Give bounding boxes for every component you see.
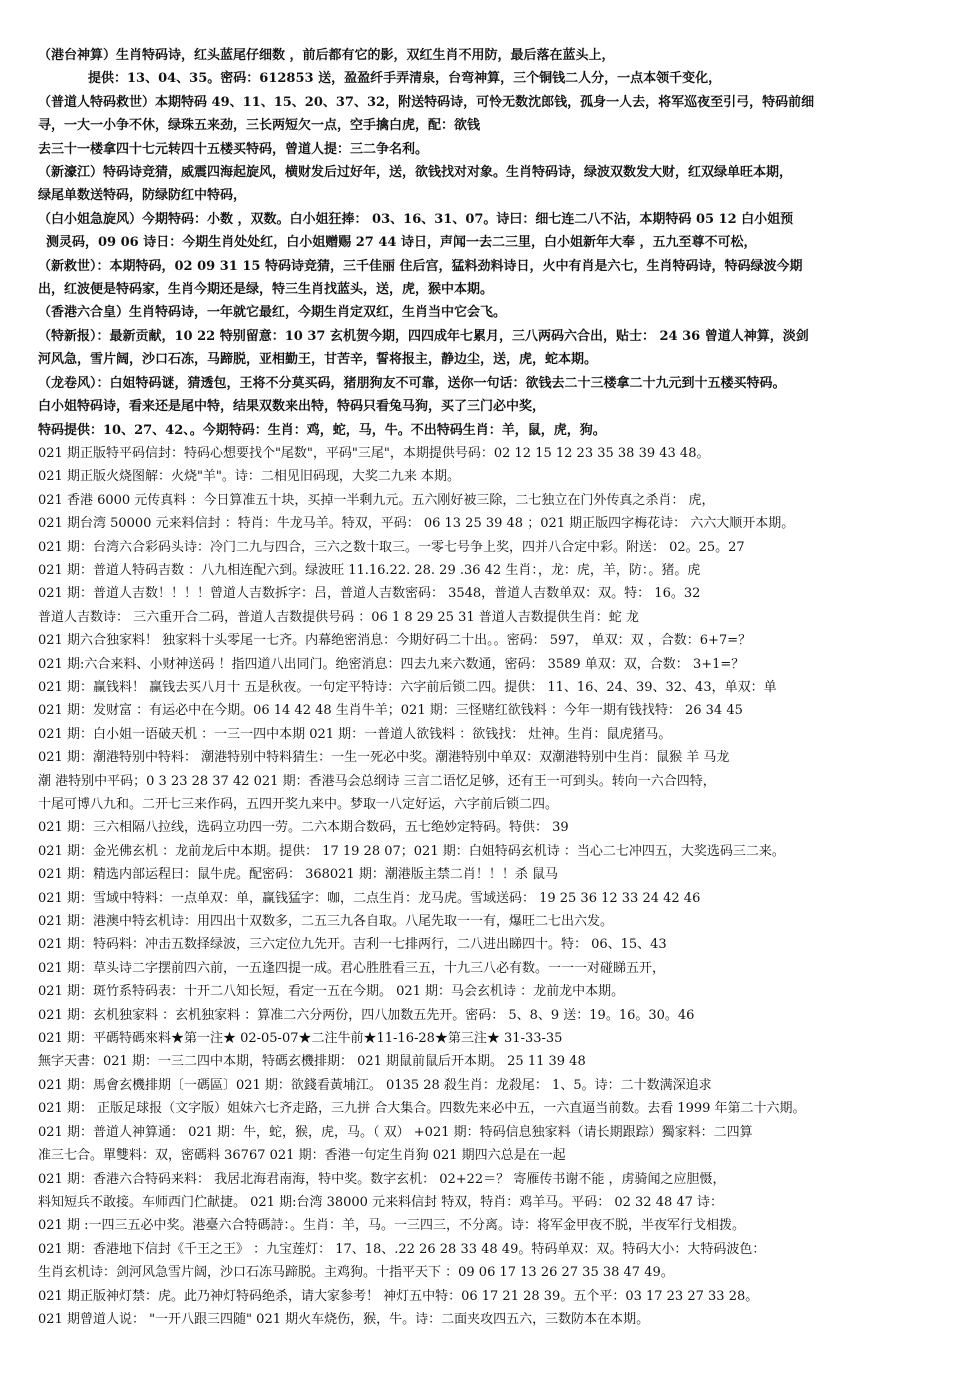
text-line: 021 期：普道人特码吉数 ：八九相连配六到。绿波旺 11.16.22. 28. 29 .36 42 生肖：，龙：虎，羊，防：。猪。虎 — [38, 562, 701, 578]
text-line: 021 期： 正版足球报（文字版）姐妹六七齐走路，三九拼 合大集合。四数先来必中五，一六直逼当前数。去看 1999 年第二十六期。 — [38, 1101, 806, 1117]
text-line: 021 期 :一四三五必中奖。港臺六合特碼詩：。生肖：羊，马。一三四三，不分离。诗：将军金甲夜不脱，半夜军行戈相拨。 — [38, 1218, 745, 1234]
text-line: 021 香港 6000 元传真料 ：今日算准五十块，买掉一半剩九元。五六刚好被三除，二七独立在门外传真之杀肖： 虎， — [38, 492, 715, 508]
text-line: 021 期正版神灯禁：虎。此乃神灯特码绝杀，请大家参考！ 神灯五中特：06 17 21 28 39。五个平：03 17 23 27 33 28。 — [38, 1288, 759, 1304]
document-page — [38, 44, 924, 1344]
text-line: 出，红波便是特码家，生肖今期还是绿，特三生肖找蓝头，送，虎，猴中本期。 — [38, 282, 494, 298]
text-line: 料知短兵不敢接。车师西门伫献捷。 021 期:台湾 38000 元来料信封 特双，特肖：鸡羊马。平码： 02 32 48 47 诗： — [38, 1194, 724, 1210]
text-line: 021 期六合独家料！ 独家料十头零尾一七齐。内幕绝密消息：今期好码二十出。。密码： 597， 单双：双 ，合数：6+7=？ — [38, 633, 752, 649]
text-line: 021 期：平碼特碼來料★第一注★ 02-05-07★二注牛前★11-16-28★第三注★ 31-33-35 — [38, 1031, 563, 1047]
text-line: 021 期：香港地下信封《千王之王》 ：九宝莲灯： 17、18、.22 26 28 33 48 49。特码单双：双。特码大小：大特码波色： — [38, 1241, 766, 1257]
text-line: 021 期：发财富 ：有运必中在今期。06 14 42 48 生肖牛羊；021 期：三怪赌红欲钱料 ：今年一期有钱找特： 26 34 45 — [38, 703, 743, 719]
text-line: 白小姐特码诗，看来还是尾中特，结果双数来出特，特码只看兔马狗，买了三门必中奖， — [38, 399, 546, 415]
text-line: （白小姐急旋风）今期特码：小数 ，双数。白小姐狂捧： 03、16、31、07。诗曰：细七连二八不沾，本期特码 05 12 白小姐预 — [38, 211, 794, 227]
text-line: 021 期：金光佛玄机 ：龙前龙后中本期。提供： 17 19 28 07；021 期：白姐特码玄机诗 ：当心二七冲四五，大奖选码三二来。 — [38, 843, 785, 859]
text-line: 021 期：台湾六合彩码头诗：冷门二九与四合，三六之数十取三。一零七号争上奖，四并八合定中彩。附送： 02。25。27 — [38, 539, 745, 555]
text-line: 提供：13、04、35。密码：612853 送，盈盈纤手弄清泉，台弯神算，三个铜钱二人分，一点本领千变化， — [88, 71, 722, 87]
text-line: 021 期：玄机独家料 ：玄机独家料 ：算准二六分两份，四八加数五先开。密码： 5、8、9 送：19。16。30。46 — [38, 1007, 695, 1023]
text-line: 021 期：雪域中特料：一点单双：单，赢钱猛字：咖，二点生肖：龙马虎。雪域送码： 19 25 36 12 33 24 42 46 — [38, 890, 701, 906]
text-line: 特码提供：10、27、42、。今期特码：生肖：鸡，蛇，马，牛。不出特码生肖：羊，鼠，虎，狗。 — [38, 422, 606, 438]
text-line: 021 期：草头诗二字摆前四六前，一五逢四提一成。君心胜胜看三五，十九三八必有数。一一一对碰睇五开， — [38, 960, 665, 976]
text-line: 021 期：普道人神算通： 021 期：牛，蛇，猴，虎，马。（ 双） +021 期：特码信息独家料（请长期跟踪）獨家料：二四算 — [38, 1124, 753, 1140]
text-line: （龙卷风）：白姐特码谜，猜透包，王将不分莫买码，猪朋狗友不可靠，送你一句话：欲钱去二十三楼拿二十九元到十五楼买特码。 — [38, 375, 786, 391]
text-line: 021 期正版火烧图解：火烧"羊"。诗：二相见旧码现，大奖二九来 本期。 — [38, 469, 461, 485]
text-line: 021 期曾道人说： "一开八跟三四随" 021 期火车烧伤，猴，牛。诗：二面夹攻四五六，三数防本在本期。 — [38, 1311, 650, 1327]
text-line: 021 期：普道人吉数！！！！曾道人吉数拆字：吕，普道人吉数密码： 3548，普道人吉数单双：双。特： 16。32 — [38, 586, 701, 602]
text-line: 普道人吉数诗： 三六重开合二码，普道人吉数提供号码 ：06 1 8 29 25 31 普道人吉数提供生肖：蛇 龙 — [38, 609, 639, 625]
text-line: 021 期:六合来料、小财神送码 ！指四道八出同门。绝密消息：四去九来六数通，密码： 3589 单双：双，合数： 3+1=？ — [38, 656, 745, 672]
text-line: 准三七合。單雙料：双，密碼料 36767 021 期：香港一句定生肖狗 021 期四六总是在一起 — [38, 1148, 566, 1164]
text-line: 去三十一楼拿四十七元转四十五楼买特码，曾道人提：三二争名利。 — [38, 141, 429, 157]
text-line: 生肖玄机诗：剑河风急雪片阔，沙口石冻马蹄脱。主鸡狗。十指平天下 ：09 06 17 13 26 27 35 38 47 49。 — [38, 1265, 674, 1281]
text-line: 寻，一大一小争不休，绿珠五来劲，三长两短欠一点，空手擒白虎，配：欲钱 — [38, 118, 481, 134]
text-line: （港台神算）生肖特码诗，红头蓝尾仔细数 ，前后都有它的影，双红生肖不用防，最后落在蓝头上， — [38, 48, 615, 63]
text-line: 测灵码，09 06 诗日：今期生肖处处红，白小姐赠赐 27 44 诗日，声闻一去二三里，白小姐新年大奉 ，五九至尊不可松， — [46, 235, 757, 251]
text-line: 021 期台湾 50000 元来料信封 ：特肖：牛龙马羊。特双，平码： 06 13 25 39 48 ；021 期正版四字梅花诗： 六六大顺开本期。 — [38, 516, 795, 532]
text-line: 021 期：特码料：冲击五数择绿波，三六定位九先开。吉利一七排两行，二八进出睇四十。特： 06、15、43 — [38, 937, 667, 953]
text-line: （新救世）：本期特码，02 09 31 15 特码诗竞猜，三千佳丽 住后宫，猛料劲料诗日，火中有肖是六七，生肖特码诗，特码绿波今期 — [38, 258, 803, 274]
text-line: 021 期：港澳中特玄机诗：用四出十双数多，二五三九各自取。八尾先取一一有，爆旺二七出六发。 — [38, 914, 613, 930]
text-line: 绿尾单数送特码，防绿防红中特码， — [38, 188, 247, 204]
text-line: 021 期：潮港特别中特料： 潮港特别中特料猜生：一生一死必中奖。潮港特别中单双：双潮港特别中生肖：鼠猴 羊 马龙 — [38, 750, 730, 766]
text-line: 021 期：馬會玄機排期〔一碼區〕021 期：欲錢看黃埔江。 0135 28 殺生肖：龙殺尾： 1、5。诗：二十数满深追求 — [38, 1077, 712, 1093]
text-line: 021 期：白小姐一语破天机 ：一三一四中本期 021 期：一普道人欲钱料 ：欲钱找： 灶神。生肖：鼠虎猪马。 — [38, 726, 672, 742]
text-line: 021 期：赢钱料！ 赢钱去买八月十 五是秋夜。一句定平特诗：六字前后锁二四。提供： 11、16、24、39、32、43，单双：单 — [38, 679, 777, 695]
text-line: 潮 港特别中平码；0 3 23 28 37 42 021 期：香港马会总纲诗 三言二语忆足够，还有王一可到头。转向一六合四特， — [38, 773, 716, 789]
text-line: （香港六合皇）生肖特码诗，一年就它最红，今期生肖定双红，生肖当中它会飞。 — [38, 305, 507, 321]
text-line: （普道人特码救世）本期特码 49、11、15、20、37、32，附送特码诗，可怜无数沈郎钱，孤身一人去，将军巡夜至引弓，特码前细 — [38, 94, 815, 110]
text-line: 河风急，雪片阔，沙口石冻，马蹄脱，亚相勤王，甘苦辛，誓将报主，静边尘，送，虎，蛇本期。 — [38, 352, 598, 368]
text-line: （特新报）：最新贡献，10 22 特别留意：10 37 玄机贺今期，四四成年七累月，三八两码六合出，贴士： 24 36 曾道人神算，淡剑 — [38, 328, 809, 344]
text-line: 021 期：精选内部运程曰：鼠牛虎。配密码： 368021 期：潮港版主禁二肖！！！杀 鼠马 — [38, 867, 558, 883]
text-line: 021 期：香港六合特码来料： 我居北海君南海，特中奖。数字玄机： 02+22＝？ 寄雁传书谢不能 ，虏骑闻之应胆慑， — [38, 1171, 726, 1187]
text-line: 021 期正版特平码信封：特码心想要找个"尾数"，平码"三尾"，本期提供号码：02 12 15 12 23 35 38 39 43 48。 — [38, 445, 710, 461]
text-line: 十尾可博八九和。二开七三来作码，五四开奖九来中。梦取一八定好运，六字前后锁二四。 — [38, 797, 559, 812]
text-line: （新濠江）特码诗竞猜，威震四海起旋风，横财发后过好年，送，欲钱找对对象。生肖特码诗，绿波双数发大财，红双绿单旺本期， — [38, 165, 793, 181]
text-line: 021 期：斑竹系特码表：十开二八知长短，看定一五在今期。 021 期：马会玄机诗 ：龙前龙中本期。 — [38, 984, 625, 1000]
text-line: 無字天書：021 期：一三二四中本期，特碼玄機排期： 021 期鼠前鼠后开本期。 25 11 39 48 — [38, 1054, 586, 1070]
text-line: 021 期：三六相隔八拉线，选码立功四一劳。二六本期合数码，五七绝妙定特码。特供： 39 — [38, 820, 569, 836]
